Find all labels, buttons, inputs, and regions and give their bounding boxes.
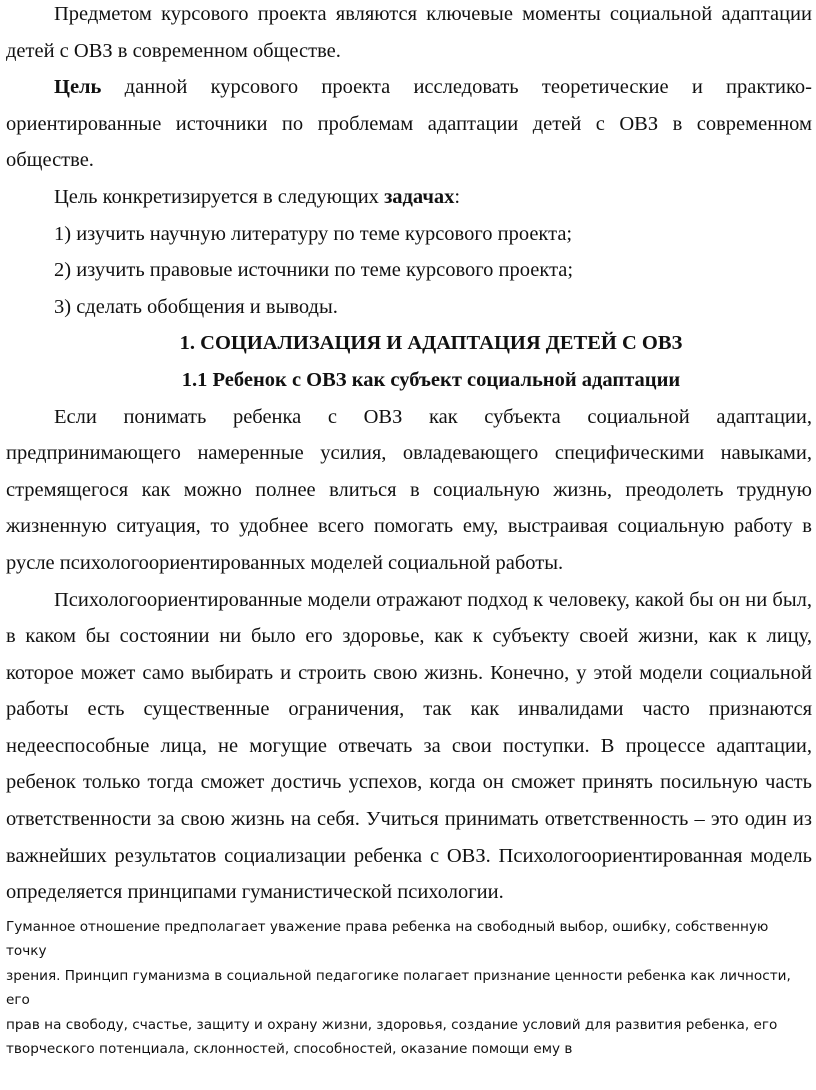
tasks-intro-prefix: Цель конкретизируется в следующих: [54, 185, 385, 208]
subject-text: Предметом курсового проекта являются ключевые моменты социальной адаптации детей с ОВЗ в современном обществе.: [6, 3, 812, 62]
body-paragraph-1: Если понимать ребенка с ОВЗ как субъекта социальной адаптации, предпринимающего намеренные усилия, овладевающего специфическими навыками, стремящегося как можно полнее влиться в социальную жизнь, преодолеть трудную жизненную ситуация, то удобнее всего помогать ему, выстраивая социальную работу в русле психологоориентированных моделей социальной работы.: [6, 405, 812, 574]
footer-note-line-4: творческого потенциала, склонностей, способностей, оказание помощи ему в: [6, 1041, 573, 1058]
section-heading: 1. СОЦИАЛИЗАЦИЯ И АДАПТАЦИЯ ДЕТЕЙ С ОВЗ: [179, 332, 683, 355]
task-item-1: 1) изучить научную литературу по теме курсового проекта;: [54, 222, 573, 245]
footer-note-line-2: зрения. Принцип гуманизма в социальной педагогике полагает признание ценности ребенка как личности, его: [6, 967, 791, 1009]
footer-note-line-3: прав на свободу, счастье, защиту и охрану жизни, здоровья, создание условий для развития ребенка, его: [6, 1016, 778, 1033]
tasks-intro: [0, 179, 816, 216]
tasks-intro-suffix: :: [454, 185, 461, 208]
goal-text: данной курсового проекта исследовать теоретические и практико-ориентированные источники по проблемам адаптации детей с ОВЗ в современном обществе.: [6, 76, 812, 172]
tasks-intro-bold: задачах: [384, 185, 455, 208]
body-paragraph-2: Психологоориентированные модели отражают подход к человеку, какой бы он ни был, в каком бы состоянии ни было его здоровье, как к субъекту своей жизни, как к лицу, которое может само выбирать и строить свою жизнь. Конечно, у этой модели социальной работы есть существенные ограничения, так как инвалидами часто признаются недееспособные лица, не могущие отвечать за свои поступки. В процессе адаптации, ребенок только тогда сможет достичь успехов, когда он сможет принять посильную часть ответственности за свою жизнь на себя. Учиться принимать ответственность – это один из важнейших результатов социализации ребенка с ОВЗ. Психологоориентированная модель определяется принципами гуманистической психологии.: [6, 588, 812, 904]
section-subheading: 1.1 Ребенок с ОВЗ как субъект социальной адаптации: [181, 368, 681, 391]
task-item-2: 2) изучить правовые источники по теме курсового проекта;: [54, 259, 574, 282]
subject-paragraph: [0, 0, 816, 69]
footer-note: [0, 915, 816, 1062]
footer-note-line-1: Гуманное отношение предполагает уважение права ребенка на свободный выбор, ошибку, собственную точку: [6, 918, 769, 960]
goal-label: Цель: [54, 76, 102, 99]
task-item-3: 3) сделать обобщения и выводы.: [54, 295, 338, 318]
goal-paragraph: [0, 69, 816, 179]
